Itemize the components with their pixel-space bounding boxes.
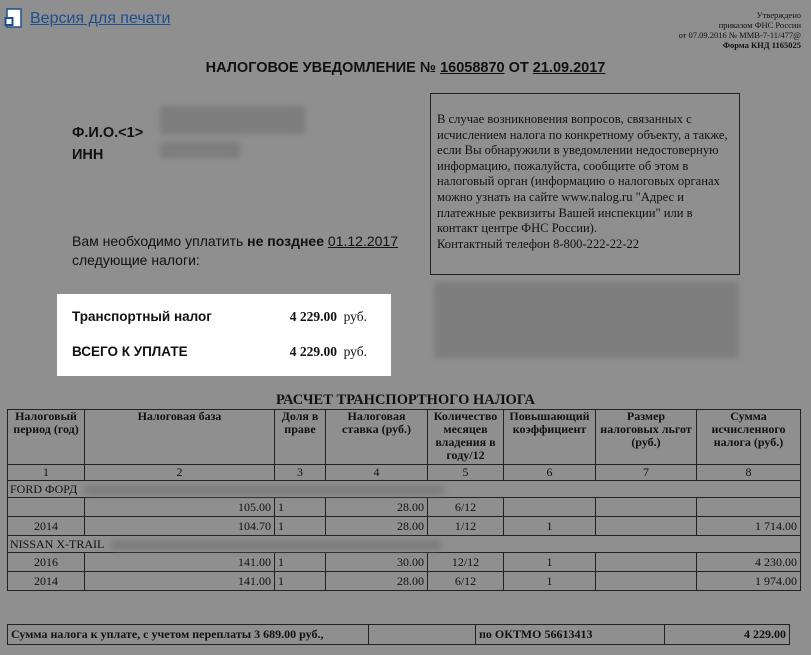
column-number: 2: [85, 465, 275, 481]
cell-share: 1: [275, 572, 326, 591]
total-spacer: [369, 625, 476, 645]
redacted-fio: [160, 106, 305, 134]
cell-tax: 4 230.00: [697, 553, 801, 572]
cell-months: 6/12: [428, 498, 504, 517]
column-number: 4: [326, 465, 428, 481]
cell-base: 105.00: [85, 498, 275, 517]
print-version-link-group[interactable]: [4, 8, 170, 30]
summary-label: Транспортный налог: [72, 309, 212, 324]
column-header: Повышающий коэффициент: [504, 410, 596, 465]
column-number: 1: [8, 465, 85, 481]
cell-share: 1: [275, 498, 326, 517]
column-header: Размер налоговых льгот (руб.): [596, 410, 697, 465]
cell-months: 6/12: [428, 572, 504, 591]
approval-stamp: [679, 10, 801, 50]
car-name-cell: [8, 481, 801, 498]
column-number: 7: [596, 465, 697, 481]
table-row: [8, 498, 801, 517]
cell-coef: [504, 498, 596, 517]
calc-title: РАСЧЕТ ТРАНСПОРТНОГО НАЛОГА: [276, 392, 535, 408]
cell-rate: 30.00: [326, 553, 428, 572]
calc-header-row: [8, 410, 801, 465]
car-name: NISSAN X-TRAIL: [10, 536, 104, 551]
cell-year: 2016: [8, 553, 85, 572]
cell-tax: 1 714.00: [697, 517, 801, 536]
car-row: [8, 481, 801, 498]
column-header: Доля в праве: [275, 410, 326, 465]
cell-tax: [697, 498, 801, 517]
tax-summary: [57, 294, 391, 376]
summary-label: ВСЕГО К УПЛАТЕ: [72, 344, 188, 359]
column-number: 3: [275, 465, 326, 481]
cell-base: 104.70: [85, 517, 275, 536]
cell-share: 1: [275, 553, 326, 572]
calc-table: [7, 409, 801, 591]
pay-text-line2: следующие налоги:: [72, 252, 200, 268]
cell-months: 1/12: [428, 517, 504, 536]
pay-deadline-label: не позднее: [247, 233, 325, 249]
cell-rate: 28.00: [326, 572, 428, 591]
total-row: [8, 625, 790, 645]
cell-year: 2014: [8, 572, 85, 591]
pay-text: Вам необходимо уплатить: [72, 233, 244, 249]
cell-rate: 28.00: [326, 517, 428, 536]
print-version-link[interactable]: Версия для печати: [30, 10, 171, 27]
cell-tax: 1 974.00: [697, 572, 801, 591]
total-table: [7, 624, 790, 645]
notice-title-from: ОТ: [508, 60, 529, 76]
column-header: Сумма исчисленного налога (руб.): [697, 410, 801, 465]
info-box-phone: Контактный телефон 8-800-222-22-22: [437, 236, 640, 251]
summary-currency: руб.: [343, 309, 367, 324]
cell-benefit: [596, 498, 697, 517]
cell-benefit: [596, 517, 697, 536]
approval-line: Форма КНД 1165025: [722, 40, 801, 50]
total-oktmo: по ОКТМО 56613413: [476, 625, 665, 645]
pay-deadline-date: 01.12.2017: [327, 233, 398, 249]
column-header: Налоговый период (год): [8, 410, 85, 465]
fio-label: Ф.И.О.<1>: [72, 125, 144, 141]
cell-rate: 28.00: [326, 498, 428, 517]
total-label: Сумма налога к уплате, с учетом переплаты 3 689.00 руб.,: [8, 625, 369, 645]
cell-coef: 1: [504, 517, 596, 536]
notice-title-prefix: НАЛОГОВОЕ УВЕДОМЛЕНИЕ №: [205, 60, 437, 76]
total-amount: 4 229.00: [665, 625, 790, 645]
cell-base: 141.00: [85, 553, 275, 572]
info-box-text: В случае возникновения вопросов, связанных с исчислением налога по конкретному объекту, а также, если Вы обнаружили в уведомлении недостоверную информацию, пожалуйста, сообщите об этом в налоговый орган (информацию о налоговых органах можно узнать на сайте www.nalog.ru "Адрес и платежные реквизиты Вашей инспекции" или в контакт центре ФНС России).: [437, 112, 728, 236]
payment-instruction: [72, 232, 398, 270]
printer-document-icon: [4, 8, 24, 30]
redacted-car-details: [111, 540, 441, 550]
summary-amount: 4 229.00: [289, 344, 337, 359]
notice-number: 16058870: [440, 60, 505, 76]
table-row: [8, 517, 801, 536]
notice-title: [0, 60, 811, 76]
table-row: [8, 553, 801, 572]
cell-coef: 1: [504, 553, 596, 572]
column-number: 6: [504, 465, 596, 481]
approval-line: от 07.09.2016 № ММВ-7-11/477@: [678, 30, 801, 40]
cell-year: 2014: [8, 517, 85, 536]
cell-share: 1: [275, 517, 326, 536]
taxpayer-labels: [72, 122, 143, 166]
column-number: 8: [697, 465, 801, 481]
approval-line: приказом ФНС России: [718, 20, 801, 30]
inn-label: ИНН: [72, 147, 104, 163]
redacted-car-details: [84, 485, 444, 495]
cell-benefit: [596, 572, 697, 591]
approval-line: Утверждено: [756, 10, 801, 20]
car-name: FORD ФОРД: [10, 481, 78, 496]
table-row: [8, 572, 801, 591]
car-row: [8, 536, 801, 553]
cell-year: [8, 498, 85, 517]
redacted-address: [434, 282, 739, 358]
column-header: Налоговая база: [85, 410, 275, 465]
column-number-row: [8, 465, 801, 481]
summary-row-transport: [72, 309, 367, 325]
summary-currency: руб.: [343, 344, 367, 359]
column-number: 5: [428, 465, 504, 481]
summary-row-total: [72, 344, 367, 360]
info-box: [430, 93, 740, 275]
column-header: Количество месяцев владения в году/12: [428, 410, 504, 465]
cell-benefit: [596, 553, 697, 572]
cell-base: 141.00: [85, 572, 275, 591]
car-name-cell: [8, 536, 801, 553]
notice-date: 21.09.2017: [532, 60, 606, 76]
column-header: Налоговая ставка (руб.): [326, 410, 428, 465]
cell-months: 12/12: [428, 553, 504, 572]
summary-amount: 4 229.00: [289, 309, 337, 324]
cell-coef: 1: [504, 572, 596, 591]
redacted-inn: [160, 142, 240, 158]
